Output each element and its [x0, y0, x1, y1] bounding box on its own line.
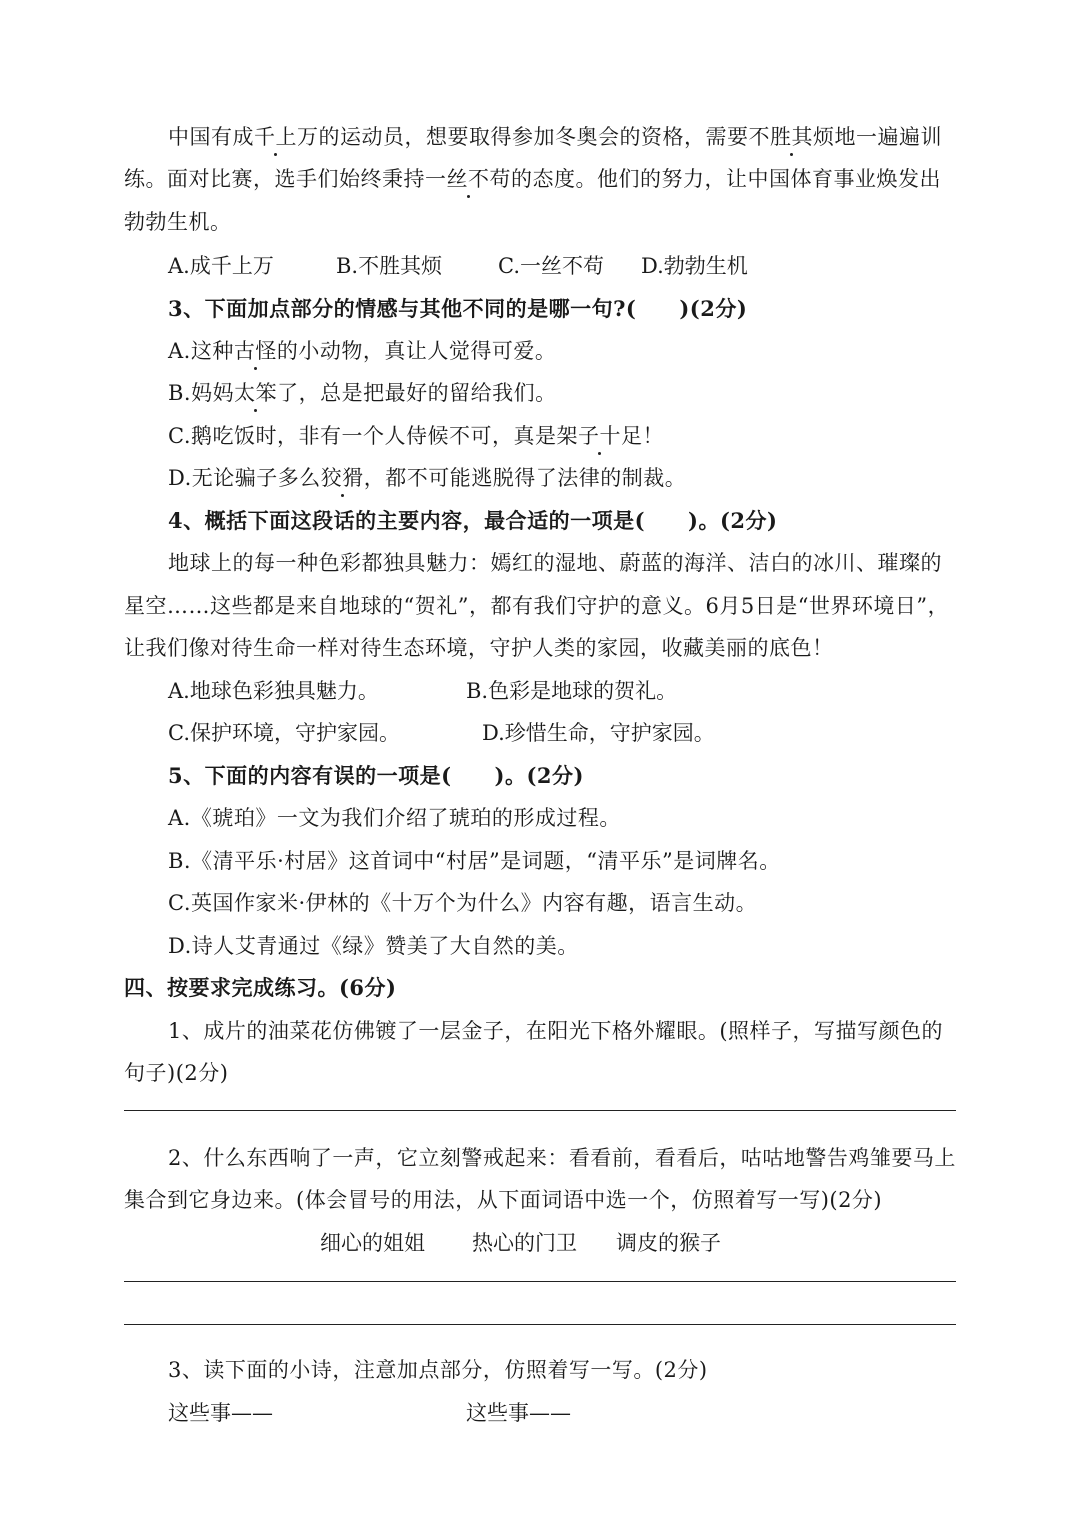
q2-passage-line-1	[168, 122, 942, 152]
passage-text: 地一遍遍训	[834, 125, 942, 149]
q5-option-c: C.英国作家米·伊林的《十万个为什么》内容有趣，语言生动。	[168, 891, 758, 915]
q5-option-b: B.《清平乐·村居》这首词中“村居”是词题，“清平乐”是词牌名。	[168, 849, 781, 873]
dotted-phrase: 一丝不苟	[425, 164, 511, 194]
dotted-phrase: 不胜其烦	[749, 122, 835, 152]
option-text: ！	[642, 424, 664, 448]
passage-text: 的态度。他们的努力，让中国体育事业焕发出	[511, 167, 941, 191]
dotted-phrase: 成千上万	[233, 122, 319, 152]
word-choice: 调皮的猴子	[616, 1231, 721, 1255]
word-choice: 细心的姐姐	[320, 1231, 425, 1255]
q5-option-a: A.《琥珀》一文为我们介绍了琥珀的形成过程。	[168, 806, 621, 830]
q3-stem: 3、下面加点部分的情感与其他不同的是哪一句?( )(2分)	[168, 296, 748, 321]
option-text: D.无论骗子多么	[168, 466, 321, 490]
option-text: C.鹅吃饭时，非有一个人侍候不可，真是	[168, 424, 557, 448]
q4-option-b: B.色彩是地球的贺礼。	[466, 679, 678, 703]
q5-stem: 5、下面的内容有误的一项是( )。(2分)	[168, 763, 584, 788]
dotted-phrase: 太笨	[234, 378, 277, 408]
q4-option-a: A.地球色彩独具魅力。	[168, 679, 379, 703]
q3-option-b	[168, 378, 557, 408]
dotted-phrase: 架子十足	[557, 421, 643, 451]
dotted-phrase: 古怪	[234, 336, 277, 366]
q3-option-c	[168, 421, 664, 451]
option-text: ，都不可能逃脱得了法律的制裁。	[363, 466, 687, 490]
answer-line-2[interactable]	[124, 1281, 956, 1282]
s4-q2-line-1: 2、什么东西响了一声，它立刻警戒起来：看看前，看看后，咕咕地警告鸡雏要马上	[168, 1146, 956, 1170]
q4-stem: 4、概括下面这段话的主要内容，最合适的一项是( )。(2分)	[168, 508, 778, 533]
word-choice: 热心的门卫	[472, 1231, 577, 1255]
q5-option-d: D.诗人艾青通过《绿》赞美了大自然的美。	[168, 934, 579, 958]
q2-option-b: B.不胜其烦	[336, 254, 443, 278]
answer-line-3[interactable]	[124, 1324, 956, 1325]
option-text: A.这种	[168, 339, 234, 363]
q2-option-c: C.一丝不苟	[498, 254, 604, 278]
q4-passage-line-2: 星空……这些都是来自地球的“贺礼”，都有我们守护的意义。6月5日是“世界环境日”，	[124, 594, 950, 618]
poem-line-right: 这些事——	[466, 1401, 571, 1425]
section-4-heading: 四、按要求完成练习。(6分)	[124, 975, 397, 1000]
q2-passage-line-2	[124, 164, 941, 194]
q3-option-a	[168, 336, 556, 366]
s4-q2-line-2: 集合到它身边来。(体会冒号的用法，从下面词语中选一个，仿照着写一写)(2分)	[124, 1188, 883, 1212]
q2-passage-line-3: 勃勃生机。	[124, 210, 232, 234]
passage-text: 中国有	[168, 125, 233, 149]
s4-q1-line-1: 1、成片的油菜花仿佛镀了一层金子，在阳光下格外耀眼。(照样子，写描写颜色的	[168, 1019, 944, 1043]
passage-text: 的运动员，想要取得参加冬奥会的资格，需要	[318, 125, 749, 149]
option-text: B.妈妈	[168, 381, 235, 405]
q2-option-a: A.成千上万	[168, 254, 274, 278]
q4-option-c: C.保护环境，守护家园。	[168, 721, 400, 745]
poem-line-left: 这些事——	[168, 1401, 273, 1425]
dotted-phrase: 狡猾	[321, 463, 364, 493]
q3-option-d	[168, 463, 686, 493]
q4-passage-line-3: 让我们像对待生命一样对待生态环境，守护人类的家园，收藏美丽的底色！	[124, 636, 834, 660]
q4-passage-line-1: 地球上的每一种色彩都独具魅力：嫣红的湿地、蔚蓝的海洋、洁白的冰川、璀璨的	[168, 551, 942, 575]
option-text: 的小动物，真让人觉得可爱。	[276, 339, 557, 363]
option-text: 了，总是把最好的留给我们。	[277, 381, 557, 405]
passage-text: 练。面对比赛，选手们始终秉持	[124, 167, 425, 191]
s4-q3-stem: 3、读下面的小诗，注意加点部分，仿照着写一写。(2分)	[168, 1358, 708, 1382]
s4-q1-line-2: 句子)(2分)	[124, 1061, 229, 1085]
q2-option-d: D.勃勃生机	[641, 254, 748, 278]
answer-line-1[interactable]	[124, 1110, 956, 1111]
q4-option-d: D.珍惜生命，守护家园。	[482, 721, 715, 745]
